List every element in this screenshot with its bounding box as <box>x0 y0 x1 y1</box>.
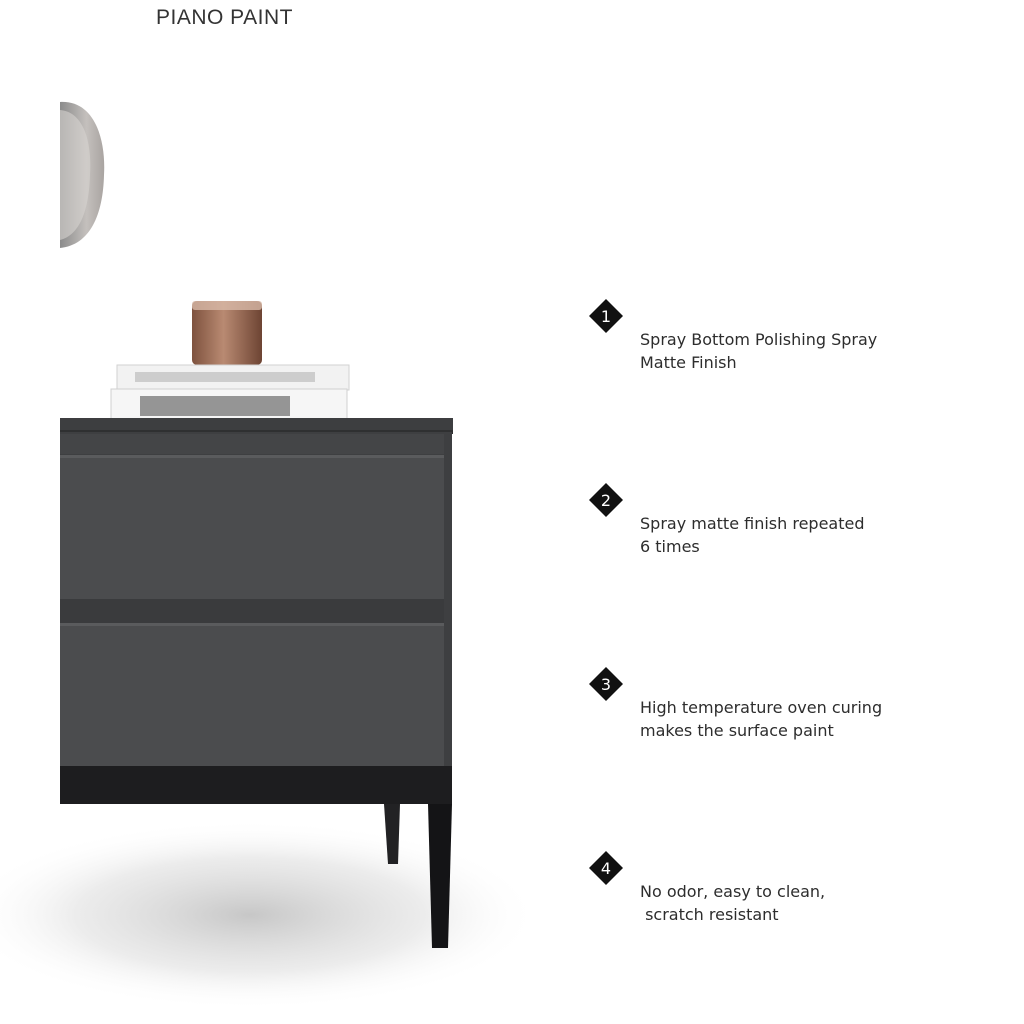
step-badge-1 <box>588 298 624 334</box>
step-1-line-1: Spray Bottom Polishing Spray <box>640 330 878 349</box>
leg-front <box>428 804 452 948</box>
step-4-line-2: scratch resistant <box>640 905 779 924</box>
step-number-2: 2 <box>600 491 612 510</box>
step-2-line-1: Spray matte finish repeated <box>640 514 865 533</box>
step-badge-2 <box>588 482 624 518</box>
drawer-bottom <box>60 623 444 766</box>
step-number-1: 1 <box>600 307 612 326</box>
step-number-3: 3 <box>600 675 612 694</box>
step-text-2 <box>640 512 970 558</box>
step-2-line-2: 6 times <box>640 537 700 556</box>
step-1-line-2: Matte Finish <box>640 353 737 372</box>
step-text-3 <box>640 696 970 742</box>
page-title: PIANO PAINT <box>156 6 293 29</box>
step-4-line-1: No odor, easy to clean, <box>640 882 826 901</box>
step-badge-3 <box>588 666 624 702</box>
base-frame <box>60 766 452 804</box>
drawer-top <box>60 455 444 599</box>
candle-jar <box>192 301 262 365</box>
step-3-line-1: High temperature oven curing <box>640 698 883 717</box>
floor-shadow <box>0 820 540 1010</box>
step-text-1 <box>640 328 970 374</box>
cabinet-top <box>60 418 453 432</box>
step-3-line-2: makes the surface paint <box>640 721 834 740</box>
step-number-4: 4 <box>600 859 612 878</box>
step-badge-4 <box>588 850 624 886</box>
step-text-4 <box>640 880 970 926</box>
